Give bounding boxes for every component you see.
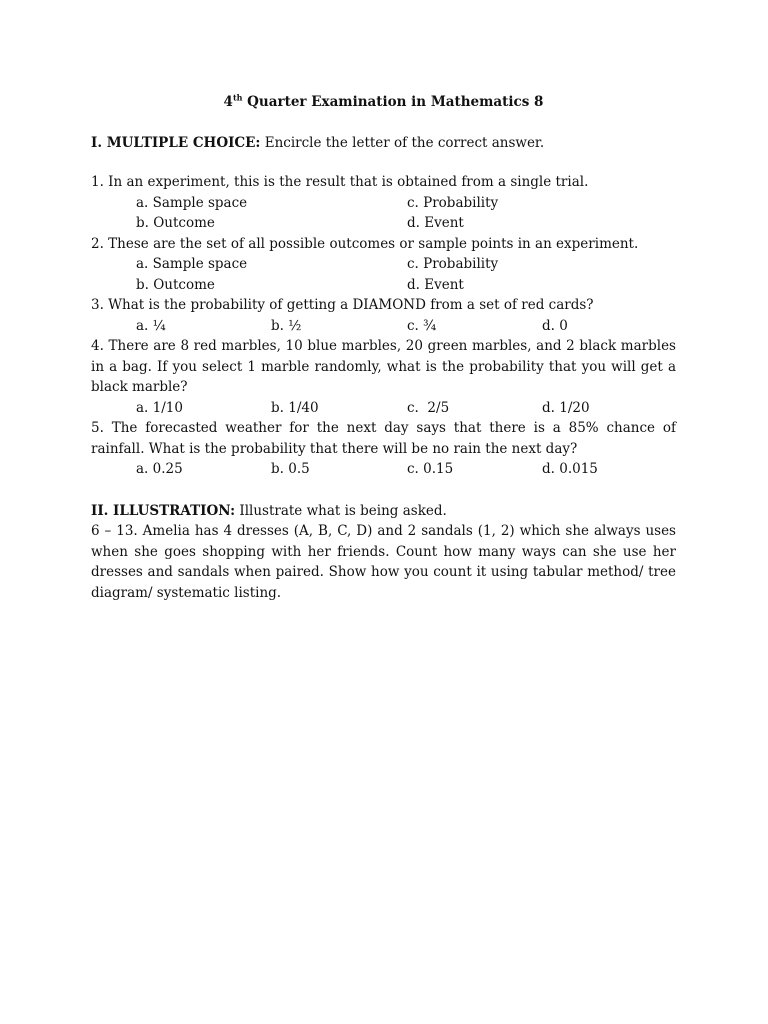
- question-5-choice-a: a. 0.25: [136, 461, 183, 477]
- question-5-choice-b: b. 0.5: [271, 461, 310, 477]
- question-3-choice-d: d. 0: [542, 317, 568, 334]
- question-4-choice-d: d. 1/20: [542, 399, 590, 416]
- question-1-choice-a: a. Sample space: [136, 194, 248, 211]
- question-1-choices-row-1: [91, 193, 676, 214]
- section1-header: [91, 133, 676, 154]
- question-2: 2. These are the set of all possible outcomes or sample points in an experiment.: [91, 235, 639, 252]
- question-3-choice-c: c. ¾: [407, 317, 437, 334]
- exam-title: [91, 92, 676, 113]
- question-1-choice-d: d. Event: [407, 215, 464, 231]
- question-4-choice-c: c. 2/5: [407, 399, 450, 416]
- title-rest: Quarter Examination in Mathematics 8: [242, 94, 544, 110]
- question-1: 1. In an experiment, this is the result that is obtained from a single trial.: [91, 174, 589, 190]
- section2-header: [91, 501, 676, 522]
- illustration-problem: 6 – 13. Amelia has 4 dresses (A, B, C, D) and 2 sandals (1, 2) which she always uses when she goes shopping with her friends. Count how many ways can she use her dresses and sandals when paired. Show how you count it using tabular method/ tree diagram/ systematic listing.: [91, 523, 676, 601]
- section2-instruction: Illustrate what is being asked.: [235, 502, 447, 519]
- question-2-choices-row-1: [91, 254, 676, 275]
- question-1-choice-b: b. Outcome: [136, 215, 215, 231]
- question-1-choice-c: c. Probability: [407, 194, 499, 211]
- title-superscript: th: [232, 92, 243, 103]
- question-4-choices: [91, 398, 676, 419]
- question-5-choice-c: c. 0.15: [407, 461, 454, 477]
- question-2-choice-d: d. Event: [407, 276, 464, 293]
- question-4: 4. There are 8 red marbles, 10 blue marbles, 20 green marbles, and 2 black marbles in a bag. If you select 1 marble randomly, what is the probability that you will get a black marble?: [91, 338, 676, 395]
- section-spacer: [91, 480, 676, 501]
- question-2-choice-c: c. Probability: [407, 256, 499, 272]
- question-4-choice-b: b. 1/40: [271, 399, 319, 416]
- section1-instruction: Encircle the letter of the correct answer.: [260, 134, 545, 151]
- section1-heading: I. MULTIPLE CHOICE:: [91, 134, 261, 151]
- question-2-choices-row-2: [91, 275, 676, 296]
- question-2-choice-b: b. Outcome: [136, 276, 215, 293]
- question-5-choice-d: d. 0.015: [542, 461, 598, 477]
- question-1-choices-row-2: [91, 213, 676, 234]
- question-3-choice-b: b. ½: [271, 317, 302, 334]
- question-5: 5. The forecasted weather for the next day says that there is a 85% chance of rainfall. What is the probability that there will be no rain the next day?: [91, 420, 676, 457]
- question-3: 3. What is the probability of getting a DIAMOND from a set of red cards?: [91, 297, 594, 313]
- title-prefix: 4: [223, 94, 233, 110]
- exam-page: [91, 92, 676, 603]
- question-4-choice-a: a. 1/10: [136, 399, 183, 416]
- question-3-choice-a: a. ¼: [136, 317, 166, 334]
- question-5-choices: [91, 459, 676, 480]
- section2-heading: II. ILLUSTRATION:: [91, 502, 236, 519]
- question-3-choices: [91, 316, 676, 337]
- question-2-choice-a: a. Sample space: [136, 256, 248, 272]
